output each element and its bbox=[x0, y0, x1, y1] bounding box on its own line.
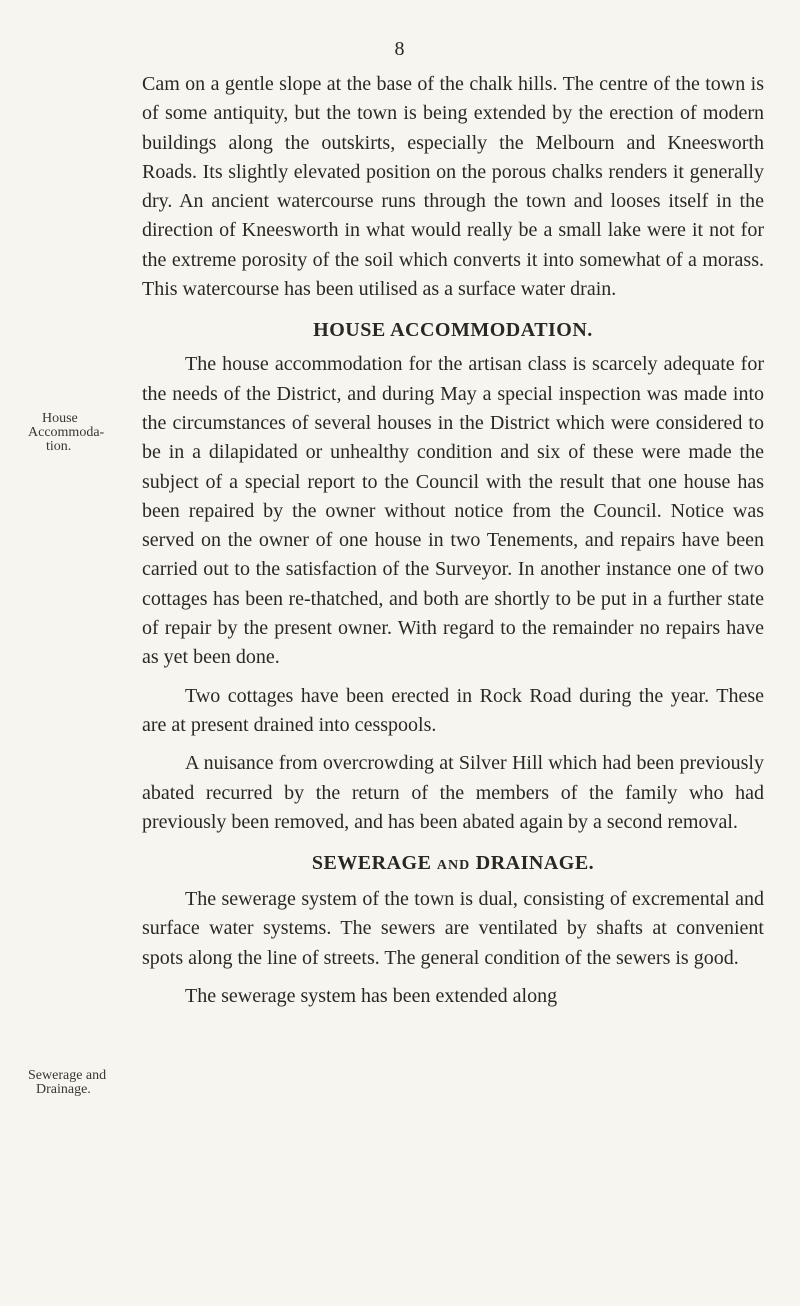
paragraph-intro: Cam on a gentle slope at the base of the chalk hills. The centre of the town is of some antiquity, but the town is being extended by the erection of modern buildings along the outskirts, especially the Melbourn and Kneesworth Roads. Its slightly elevated position on the porous chalks renders it generally dry. An ancient watercourse runs through the town and looses itself in the direction of Kneesworth in what would really be a small lake were it not for the extreme porosity of the soil which converts it into somewhat of a morass. This watercourse has been utilised as a surface water drain. bbox=[142, 73, 764, 301]
margin-note-sewerage-drainage bbox=[28, 1069, 140, 1097]
heading-and-word: AND bbox=[436, 858, 471, 874]
margin-note-line: Accommoda- bbox=[28, 425, 105, 440]
heading-drainage-word: DRAINAGE. bbox=[475, 852, 595, 875]
paragraph-sewerage-1: The sewerage system of the town is dual, consisting of excremental and surface water systems. The sewers are ventilated by shafts at convenient spots along the line of streets. The general condition of the sewers is good. bbox=[142, 888, 764, 969]
margin-note-line: Sewerage and bbox=[28, 1068, 107, 1083]
paragraph-house-2: Two cottages have been erected in Rock Road during the year. These are at present drained into cesspools. bbox=[142, 684, 764, 736]
paragraph-house-1: The house accommodation for the artisan class is scarcely adequate for the needs of the District, and during May a special inspection was made into the circumstances of several houses in the District which were considered to be in a dilapidated or unhealthy condition and six of these were made the subject of a special report to the Council with the result that one house has been repaired by the owner without notice from the Council. Notice was served on the owner of one house in two Tenements, and repairs have been carried out to the satisfaction of the Surveyor. In another instance one of two cottages has been re-thatched, and both are shortly to be put in a further state of repair by the present owner. With regard to the remainder no repairs have as yet been done. bbox=[142, 353, 764, 669]
margin-note-line: tion. bbox=[46, 439, 72, 454]
page-number: 8 bbox=[394, 38, 406, 60]
heading-sewerage-word: SEWERAGE bbox=[311, 852, 432, 875]
margin-note-line: House bbox=[42, 411, 78, 426]
main-text-column bbox=[142, 70, 764, 1011]
margin-note-line: Drainage. bbox=[36, 1082, 91, 1097]
paragraph-house-3: A nuisance from overcrowding at Silver Hill which had been previously abated recurred by the return of the members of the family who had previously been removed, and has been abated again by a second removal. bbox=[142, 752, 764, 833]
paragraph-sewerage-2: The sewerage system has been extended along bbox=[185, 985, 558, 1008]
heading-sewerage-drainage bbox=[142, 849, 764, 880]
margin-note-house-accommodation bbox=[28, 412, 140, 454]
heading-house-accommodation: HOUSE ACCOMMODATION. bbox=[313, 319, 593, 342]
